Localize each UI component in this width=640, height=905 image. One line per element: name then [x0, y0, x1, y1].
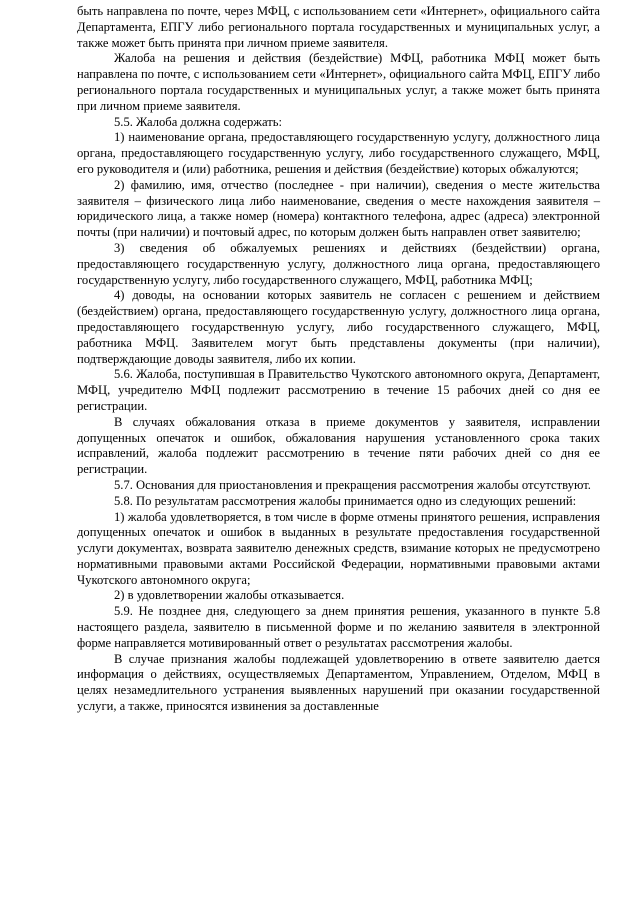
paragraph-5-8-item-2: 2) в удовлетворении жалобы отказывается. — [114, 588, 345, 603]
paragraph-5-6-refusal: В случаях обжалования отказа в приеме документов у заявителя, исправлении допущенных опечаток и ошибок, обжалования нарушения установленного срока таких исправлений, жалоба подлежит рассмотрению в течение пяти рабочих дней со дня ее регистрации. — [77, 414, 600, 477]
paragraph-continuation: быть направлена по почте, через МФЦ, с использованием сети «Интернет», официального сайта Департамента, ЕПГУ либо регионального портала государственных и муниципальных услуг, а также может быть принята при личном приеме заявителя. — [77, 4, 600, 50]
paragraph-5-8: 5.8. По результатам рассмотрения жалобы принимается одно из следующих решений: — [114, 493, 577, 508]
paragraph-5-5-item-2: 2) фамилию, имя, отчество (последнее - при наличии), сведения о месте жительства заявителя – физического лица либо наименование, сведения о месте нахождения заявителя – юридического лица, а также номер (номера) контактного телефона, адрес (адреса) электронной почты (при наличии) и почтовый адрес, по которым должен быть направлен ответ заявителю; — [77, 177, 600, 240]
paragraph-5-9-satisfied: В случае признания жалобы подлежащей удовлетворению в ответе заявителю дается информация о действиях, осуществляемых Департаментом, Управлением, Отделом, МФЦ в целях незамедлительного устранения выявленных нарушений при оказании государственной услуги, а также, приносятся извинения за доставленные — [77, 651, 600, 714]
paragraph-5-5-item-4: 4) доводы, на основании которых заявитель не согласен с решением и действием (бездействием) органа, предоставляющего государственную услугу, должностного лица органа, предоставляющего государственную услугу, либо государственного служащего, МФЦ, работника МФЦ. Заявителем могут быть представлены документы (при наличии), подтверждающие доводы заявителя, либо их копии. — [77, 288, 600, 366]
paragraph-5-6: 5.6. Жалоба, поступившая в Правительство Чукотского автономного округа, Департамент, МФЦ, учредителю МФЦ подлежит рассмотрению в течение 15 рабочих дней со дня ее регистрации. — [77, 367, 600, 413]
paragraph-5-7: 5.7. Основания для приостановления и прекращения рассмотрения жалобы отсутствуют. — [114, 477, 591, 492]
paragraph-5-9: 5.9. Не позднее дня, следующего за днем принятия решения, указанного в пункте 5.8 настоящего раздела, заявителю в письменной форме и по желанию заявителя в электронной форме направляется мотивированный ответ о результатах рассмотрения жалобы. — [77, 604, 600, 650]
paragraph-5-8-item-1: 1) жалоба удовлетворяется, в том числе в форме отмены принятого решения, исправления допущенных опечаток и ошибок в выданных в результате предоставления государственной услуги документах, возврата заявителю денежных средств, взимание которых не предусмотрено нормативными правовыми актами Российской Федерации, нормативными правовыми актами Чукотского автономного округа; — [77, 509, 600, 587]
paragraph-5-5: 5.5. Жалоба должна содержать: — [114, 114, 282, 129]
paragraph-5-5-item-1: 1) наименование органа, предоставляющего государственную услугу, должностного лица органа, предоставляющего государственную услугу, либо государственного служащего, МФЦ, его руководителя и (или) работника, решения и действия (бездействие) которых обжалуются; — [77, 130, 600, 176]
paragraph-mfc-complaint: Жалоба на решения и действия (бездействие) МФЦ, работника МФЦ может быть направлена по почте, с использованием сети «Интернет», официального сайта МФЦ, ЕПГУ либо регионального портала государственных и муниципальных услуг, а также может быть принята при личном приеме заявителя. — [77, 51, 600, 113]
paragraph-5-5-item-3: 3) сведения об обжалуемых решениях и действиях (бездействии) органа, предоставляющего государственную услугу, должностного лица органа, предоставляющего государственную услугу, либо государственного служащего, МФЦ, работника МФЦ; — [77, 240, 600, 287]
